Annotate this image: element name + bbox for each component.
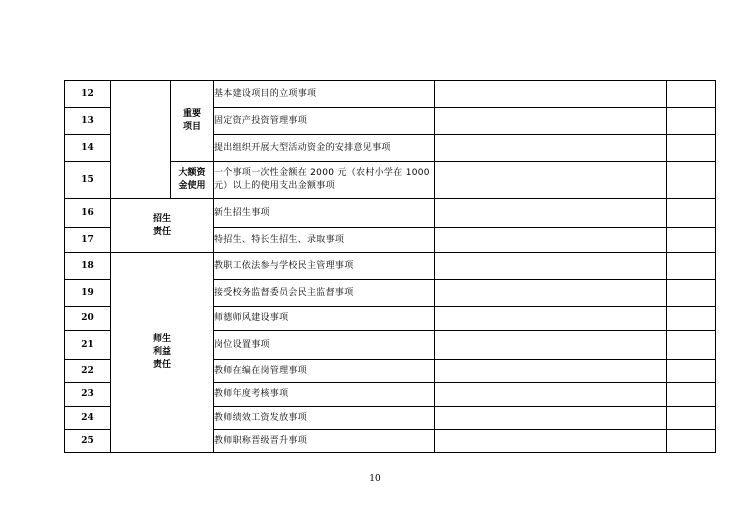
matters-table xyxy=(64,80,716,453)
blank-cell xyxy=(435,430,667,453)
row-number: 16 xyxy=(65,199,111,228)
matter-item: 提出组织开展大型活动资金的安排意见事项 xyxy=(214,135,435,162)
matter-item: 新生招生事项 xyxy=(214,199,435,228)
row-number: 14 xyxy=(65,135,111,162)
blank-cell xyxy=(667,407,716,430)
category-teacher-interest: 师生 利益 责任 xyxy=(111,253,214,453)
blank-cell xyxy=(667,430,716,453)
row-number: 19 xyxy=(65,280,111,307)
blank-cell xyxy=(667,360,716,383)
table-row xyxy=(65,253,716,280)
matter-item: 教师年度考核事项 xyxy=(214,383,435,407)
blank-cell xyxy=(667,307,716,331)
matter-item: 师德师风建设事项 xyxy=(214,307,435,331)
blank-cell xyxy=(667,135,716,162)
page-number: 10 xyxy=(369,474,381,484)
blank-cell xyxy=(435,280,667,307)
row-number: 25 xyxy=(65,430,111,453)
blank-cell xyxy=(435,199,667,228)
empty-category-cell xyxy=(111,81,171,199)
blank-cell xyxy=(435,228,667,253)
blank-cell xyxy=(435,383,667,407)
blank-cell xyxy=(667,383,716,407)
matter-item: 教师绩效工资发放事项 xyxy=(214,407,435,430)
row-number: 21 xyxy=(65,331,111,360)
blank-cell xyxy=(435,331,667,360)
row-number: 17 xyxy=(65,228,111,253)
table-row xyxy=(65,199,716,228)
blank-cell xyxy=(435,162,667,199)
blank-cell xyxy=(667,81,716,108)
row-number: 23 xyxy=(65,383,111,407)
matter-item: 基本建设项目的立项事项 xyxy=(214,81,435,108)
blank-cell xyxy=(667,253,716,280)
category-enrollment: 招生 责任 xyxy=(111,199,214,253)
blank-cell xyxy=(435,135,667,162)
row-number: 22 xyxy=(65,360,111,383)
row-number: 13 xyxy=(65,108,111,135)
blank-cell xyxy=(667,280,716,307)
category-major-projects: 重要 项目 xyxy=(171,81,214,162)
matter-item: 一个事项一次性金额在 2000 元（农村小学在 1000 元）以上的使用支出金额事项 xyxy=(214,162,435,199)
matter-item: 特招生、特长生招生、录取事项 xyxy=(214,228,435,253)
category-large-funds: 大额资 金使用 xyxy=(171,162,214,199)
matter-item: 接受校务监督委员会民主监督事项 xyxy=(214,280,435,307)
row-number: 18 xyxy=(65,253,111,280)
blank-cell xyxy=(667,199,716,228)
matter-item: 教师职称晋级晋升事项 xyxy=(214,430,435,453)
matter-item: 教职工依法参与学校民主管理事项 xyxy=(214,253,435,280)
blank-cell xyxy=(435,108,667,135)
matter-item: 岗位设置事项 xyxy=(214,331,435,360)
table-row xyxy=(65,81,716,108)
matter-item: 教师在编在岗管理事项 xyxy=(214,360,435,383)
row-number: 24 xyxy=(65,407,111,430)
blank-cell xyxy=(667,162,716,199)
blank-cell xyxy=(667,228,716,253)
matter-item: 固定资产投资管理事项 xyxy=(214,108,435,135)
blank-cell xyxy=(435,407,667,430)
blank-cell xyxy=(667,108,716,135)
row-number: 20 xyxy=(65,307,111,331)
row-number: 12 xyxy=(65,81,111,108)
blank-cell xyxy=(435,360,667,383)
row-number: 15 xyxy=(65,162,111,199)
blank-cell xyxy=(435,253,667,280)
blank-cell xyxy=(435,81,667,108)
blank-cell xyxy=(667,331,716,360)
blank-cell xyxy=(435,307,667,331)
